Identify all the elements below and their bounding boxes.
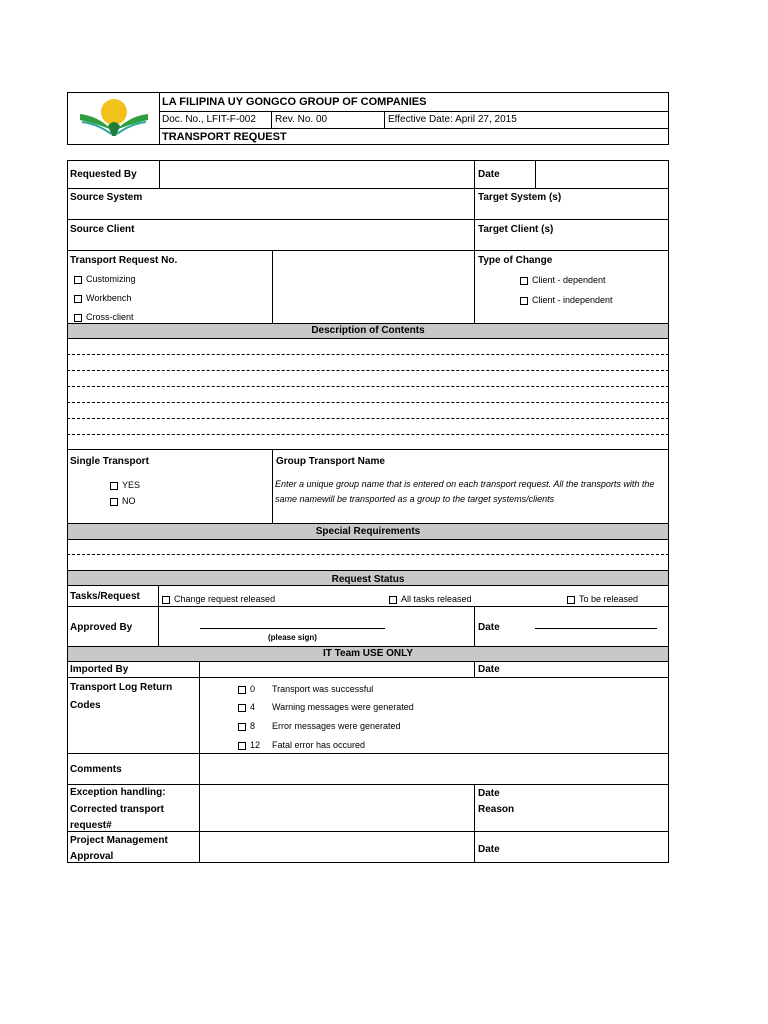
option-label: Client - independent — [532, 295, 613, 305]
option-cross-client[interactable] — [74, 311, 134, 323]
status-all-tasks-released[interactable] — [389, 593, 472, 605]
option-label: Workbench — [86, 293, 132, 303]
source-client-label: Source Client — [70, 224, 135, 235]
doc-number: Doc. No., LFIT-F-002 — [162, 114, 256, 125]
target-system-label: Target System (s) — [478, 192, 562, 203]
option-label: YES — [122, 480, 141, 490]
return-code-4[interactable] — [238, 701, 414, 713]
option-label: Change request released — [174, 594, 276, 604]
return-code-12[interactable] — [238, 739, 365, 751]
group-transport-note: Enter a unique group name that is entered on each transport request. All the transports with the same namewill be transported as a group to the target systems/clients — [275, 479, 655, 504]
transport-request-no-label: Transport Request No. — [70, 255, 178, 266]
status-change-released[interactable] — [162, 593, 275, 605]
company-name: LA FILIPINA UY GONGCO GROUP OF COMPANIES — [162, 96, 427, 108]
it-team-header: IT Team USE ONLY — [67, 646, 669, 662]
code-text: Warning messages were generated — [272, 702, 414, 712]
revision-number: Rev. No. 00 — [275, 114, 328, 125]
tasks-request-label: Tasks/Request — [70, 591, 140, 602]
option-customizing[interactable] — [74, 273, 136, 285]
code-text: Transport was successful — [272, 684, 374, 694]
checkbox-icon — [238, 742, 246, 750]
form-title: TRANSPORT REQUEST — [162, 131, 287, 143]
requested-by-label: Requested By — [70, 169, 137, 180]
exception-reason-label: Reason — [478, 804, 515, 815]
checkbox-icon — [238, 723, 246, 731]
requested-by-field[interactable] — [160, 161, 473, 187]
checkbox-icon — [238, 686, 246, 694]
imported-by-field[interactable] — [200, 663, 473, 676]
pm-approval-label-1: Project Management — [70, 835, 168, 846]
company-logo — [78, 96, 150, 140]
checkbox-icon — [74, 276, 82, 284]
checkbox-icon — [520, 277, 528, 285]
status-to-be-released[interactable] — [567, 593, 638, 605]
imported-by-label: Imported By — [70, 664, 129, 675]
option-label: NO — [122, 496, 136, 506]
description-section-header: Description of Contents — [67, 323, 669, 339]
log-return-label-2: Codes — [70, 700, 101, 711]
option-label: Cross-client — [86, 312, 134, 322]
type-of-change-label: Type of Change — [478, 255, 553, 266]
exception-label-3: request# — [70, 820, 112, 831]
option-yes[interactable] — [110, 479, 140, 491]
exception-field[interactable] — [200, 785, 473, 830]
special-requirements-field[interactable] — [68, 541, 668, 569]
log-return-label-1: Transport Log Return — [70, 682, 173, 693]
option-label: To be released — [579, 594, 639, 604]
special-requirements-header: Special Requirements — [67, 523, 669, 540]
option-label: Customizing — [86, 274, 136, 284]
checkbox-icon — [520, 297, 528, 305]
date-field[interactable] — [536, 161, 668, 187]
checkbox-icon — [389, 596, 397, 604]
checkbox-icon — [74, 314, 82, 322]
return-code-8[interactable] — [238, 720, 401, 732]
description-field[interactable] — [68, 340, 668, 448]
please-sign-note: (please sign) — [268, 633, 317, 642]
option-no[interactable] — [110, 495, 136, 507]
code-text: Fatal error has occured — [272, 740, 366, 750]
source-system-label: Source System — [70, 192, 143, 203]
code-number: 12 — [250, 740, 261, 750]
single-transport-label: Single Transport — [70, 456, 149, 467]
approved-by-label: Approved By — [70, 622, 133, 633]
pm-approval-label-2: Approval — [70, 851, 114, 862]
approval-date-line[interactable] — [535, 628, 657, 629]
option-client-independent[interactable] — [520, 294, 613, 306]
option-label: Client - dependent — [532, 275, 606, 285]
option-workbench[interactable] — [74, 292, 131, 304]
group-transport-name-label: Group Transport Name — [276, 456, 385, 467]
checkbox-icon — [162, 596, 170, 604]
comments-field[interactable] — [200, 754, 668, 783]
effective-date: Effective Date: April 27, 2015 — [388, 114, 517, 125]
pm-approval-field[interactable] — [200, 832, 473, 862]
imported-date-label: Date — [478, 664, 500, 675]
checkbox-icon — [238, 704, 246, 712]
target-client-label: Target Client (s) — [478, 224, 554, 235]
signature-line[interactable] — [200, 628, 385, 629]
return-code-0[interactable] — [238, 683, 373, 695]
code-number: 8 — [250, 721, 256, 731]
comments-label: Comments — [70, 764, 122, 775]
option-client-dependent[interactable] — [520, 274, 606, 286]
code-text: Error messages were generated — [272, 721, 401, 731]
exception-date-label: Date — [478, 788, 500, 799]
date-label: Date — [478, 169, 500, 180]
pm-date-label: Date — [478, 844, 500, 855]
code-number: 0 — [250, 684, 256, 694]
approval-date-label: Date — [478, 622, 500, 633]
exception-label-1: Exception handling: — [70, 787, 166, 798]
checkbox-icon — [110, 498, 118, 506]
checkbox-icon — [110, 482, 118, 490]
request-status-header: Request Status — [67, 570, 669, 586]
checkbox-icon — [567, 596, 575, 604]
exception-label-2: Corrected transport — [70, 804, 164, 815]
checkbox-icon — [74, 295, 82, 303]
code-number: 4 — [250, 702, 256, 712]
option-label: All tasks released — [401, 594, 472, 604]
